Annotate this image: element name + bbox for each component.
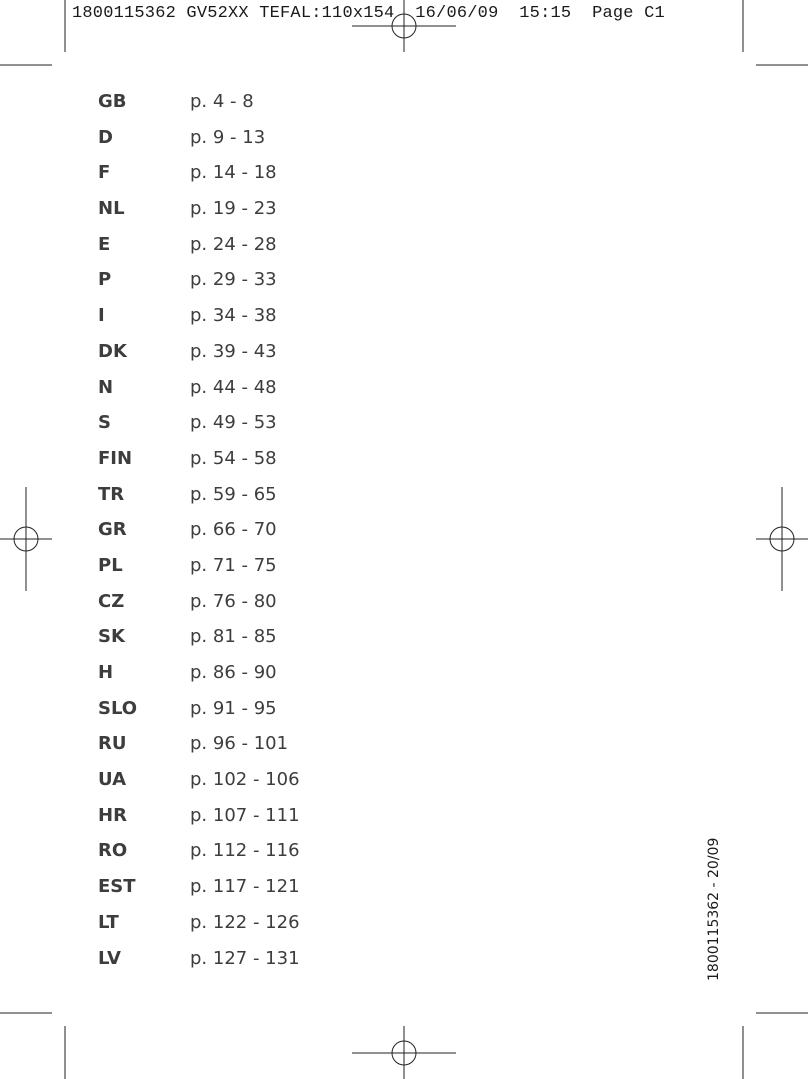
toc-row: [98, 377, 398, 413]
language-page-index: [98, 91, 398, 983]
toc-row: [98, 733, 398, 769]
toc-row: [98, 840, 398, 876]
toc-row: [98, 912, 398, 948]
toc-row: [98, 198, 398, 234]
toc-row: [98, 876, 398, 912]
toc-row: [98, 662, 398, 698]
page-range: p. 81 - 85: [190, 626, 277, 648]
toc-row: [98, 91, 398, 127]
toc-row: [98, 555, 398, 591]
registration-target-bottom: [352, 1026, 456, 1079]
document-reference: 1800115362 - 20/09: [706, 837, 722, 981]
print-slug-line: 1800115362 GV52XX TEFAL:110x154 16/06/09 15:15 Page C1: [72, 4, 665, 23]
registration-target-left: [0, 487, 52, 591]
toc-row: [98, 305, 398, 341]
language-code: CZ: [98, 590, 125, 612]
registration-target-right: [756, 487, 808, 591]
language-code: HR: [98, 804, 127, 826]
toc-row: [98, 698, 398, 734]
page-range: p. 29 - 33: [190, 269, 277, 291]
toc-row: [98, 448, 398, 484]
page-range: p. 112 - 116: [190, 840, 300, 862]
page-range: p. 91 - 95: [190, 697, 277, 719]
page-range: p. 54 - 58: [190, 447, 277, 469]
language-code: GR: [98, 519, 127, 541]
language-code: I: [98, 305, 105, 327]
page-range: p. 122 - 126: [190, 911, 300, 933]
language-code: GB: [98, 91, 127, 112]
page-range: p. 34 - 38: [190, 305, 277, 327]
page-range: p. 71 - 75: [190, 554, 277, 576]
toc-row: [98, 127, 398, 163]
page-range: p. 117 - 121: [190, 876, 300, 898]
language-code: DK: [98, 340, 127, 362]
language-code: RU: [98, 733, 127, 755]
language-code: P: [98, 269, 112, 291]
language-code: SK: [98, 626, 125, 648]
page-range: p. 66 - 70: [190, 519, 277, 541]
language-code: NL: [98, 198, 125, 220]
language-code: E: [98, 233, 111, 255]
page-range: p. 102 - 106: [190, 769, 300, 791]
toc-row: [98, 341, 398, 377]
language-code: F: [98, 162, 111, 184]
page-range: p. 44 - 48: [190, 376, 277, 398]
page-range: p. 49 - 53: [190, 412, 277, 434]
toc-row: [98, 519, 398, 555]
language-code: TR: [98, 483, 125, 505]
language-code: SLO: [98, 697, 138, 719]
page-range: p. 4 - 8: [190, 91, 254, 112]
page-range: p. 14 - 18: [190, 162, 277, 184]
language-code: UA: [98, 769, 126, 791]
registration-target-top: [352, 0, 456, 52]
language-code: EST: [98, 876, 136, 898]
toc-row: [98, 162, 398, 198]
toc-row: [98, 769, 398, 805]
toc-row: [98, 948, 398, 984]
page-range: p. 96 - 101: [190, 733, 289, 755]
page-range: p. 19 - 23: [190, 198, 277, 220]
toc-row: [98, 484, 398, 520]
language-code: S: [98, 412, 111, 434]
toc-row: [98, 412, 398, 448]
page-range: p. 24 - 28: [190, 233, 277, 255]
page-range: p. 127 - 131: [190, 947, 300, 969]
toc-row: [98, 269, 398, 305]
page-range: p. 59 - 65: [190, 483, 277, 505]
toc-row: [98, 591, 398, 627]
page-range: p. 9 - 13: [190, 126, 266, 148]
toc-row: [98, 626, 398, 662]
language-code: LV: [98, 947, 121, 969]
language-code: N: [98, 376, 114, 398]
page-range: p. 39 - 43: [190, 340, 277, 362]
page-range: p. 86 - 90: [190, 662, 277, 683]
language-code: RO: [98, 840, 128, 862]
language-code: FIN: [98, 447, 133, 469]
language-code: D: [98, 126, 113, 148]
toc-row: [98, 234, 398, 270]
language-code: H: [98, 662, 114, 683]
toc-row: [98, 805, 398, 841]
language-code: PL: [98, 554, 123, 576]
page-range: p. 107 - 111: [190, 804, 300, 826]
page-range: p. 76 - 80: [190, 590, 277, 612]
language-code: LT: [98, 911, 119, 933]
